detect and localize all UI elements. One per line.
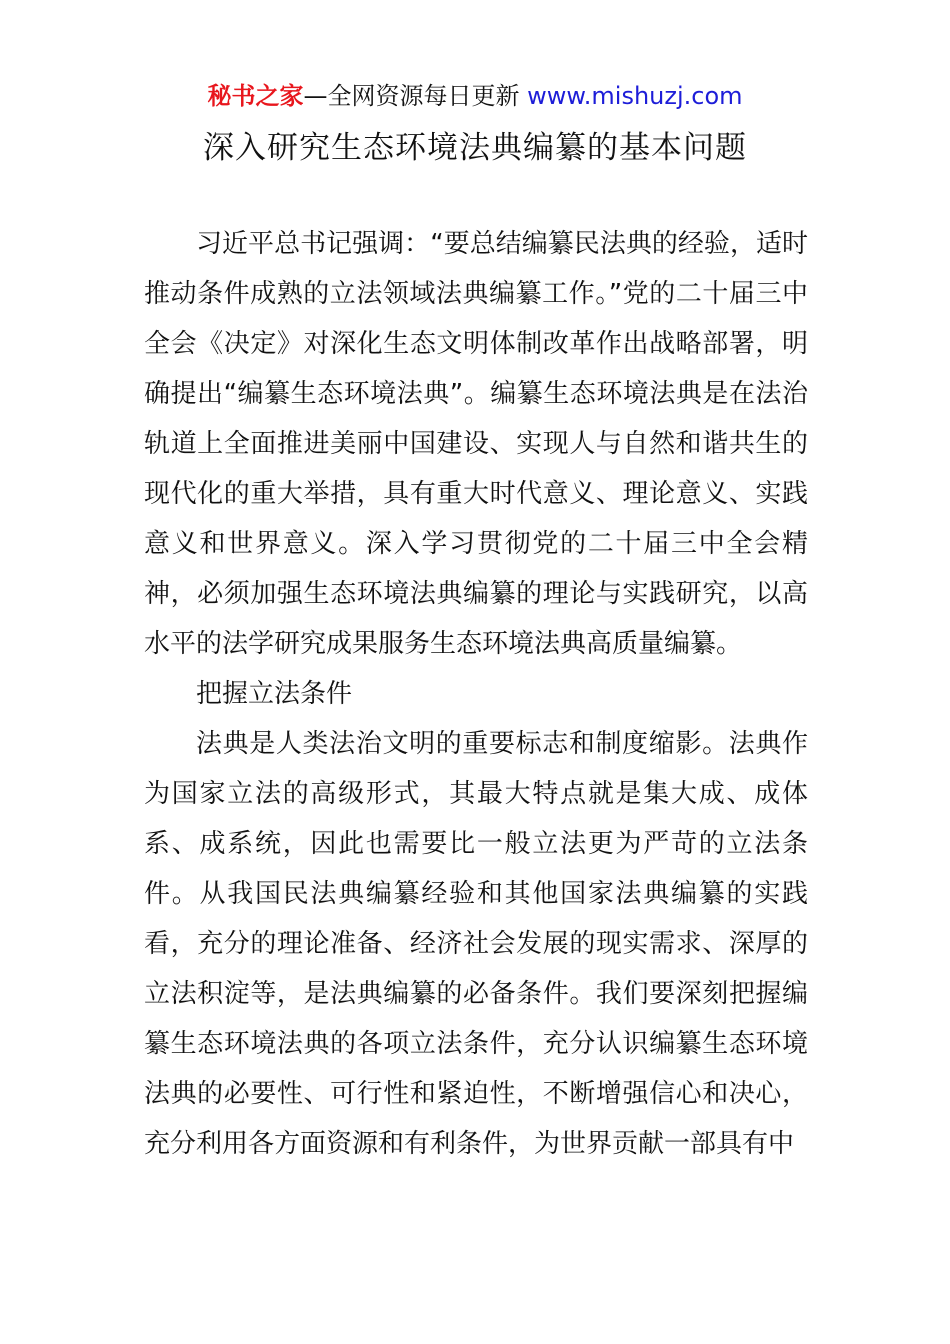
section-heading: 把握立法条件 xyxy=(196,679,353,709)
site-tagline: —全网资源每日更新 xyxy=(303,82,528,110)
site-url-link[interactable]: www.mishuzj.com xyxy=(527,82,743,110)
body-paragraph: 习近平总书记强调：“要总结编纂民法典的经验，适时推动条件成熟的立法领域法典编纂工作。”党的二十届三中全会《决定》对深化生态文明体制改革作出战略部署，明确提出“编纂生态环境法典”。编纂生态环境法典是在法治轨道上全面推进美丽中国建设、实现人与自然和谐共生的现代化的重大举措，具有重大时代意义、理论意义、实践意义和世界意义。深入学习贯彻党的二十届三中全会精神，必须加强生态环境法典编纂的理论与实践研究，以高水平的法学研究成果服务生态环境法典高质量编纂。 xyxy=(144,229,808,659)
site-brand: 秘书之家 xyxy=(207,82,304,110)
site-header xyxy=(0,80,950,112)
document-title: 深入研究生态环境法典编纂的基本问题 xyxy=(203,130,747,166)
document-body xyxy=(144,219,808,1169)
body-paragraph: 法典是人类法治文明的重要标志和制度缩影。法典作为国家立法的高级形式，其最大特点就是集大成、成体系、成系统，因此也需要比一般立法更为严苛的立法条件。从我国民法典编纂经验和其他国家法典编纂的实践看，充分的理论准备、经济社会发展的现实需求、深厚的立法积淀等，是法典编纂的必备条件。我们要深刻把握编纂生态环境法典的各项立法条件，充分认识编纂生态环境法典的必要性、可行性和紧迫性，不断增强信心和决心，充分利用各方面资源和有利条件，为世界贡献一部具有中 xyxy=(144,729,808,1159)
